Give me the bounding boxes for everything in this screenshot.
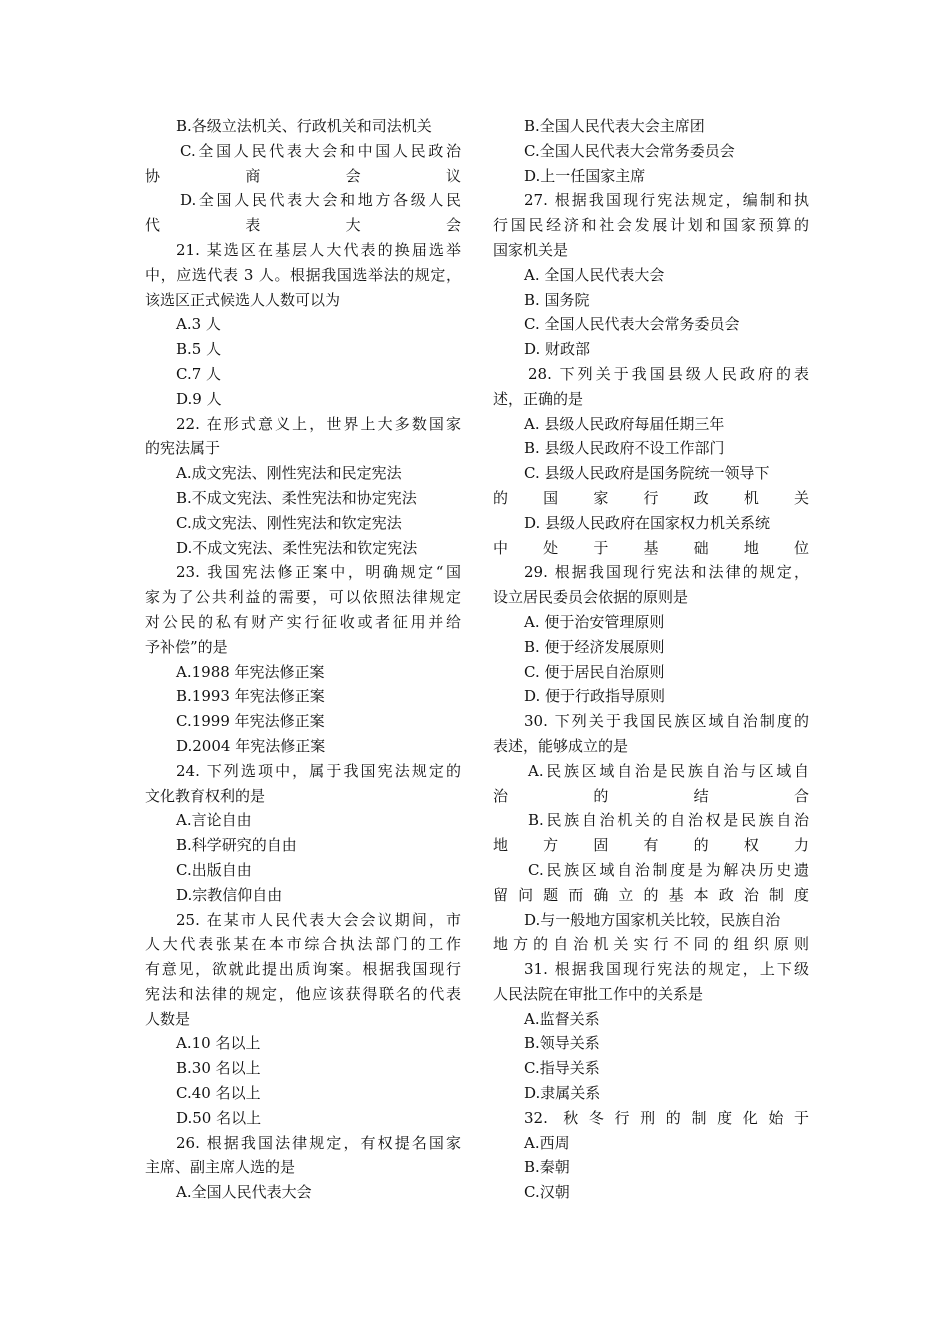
left-option-line: C.全国人民代表大会和中国人民政治 bbox=[180, 141, 461, 160]
left-option-line: B.30 名以上 bbox=[176, 1059, 261, 1078]
right-option-line: A.民族区域自治是民族自治与区域自 bbox=[528, 761, 809, 780]
right-line: 的国家行政机关 bbox=[493, 488, 809, 507]
left-line: 家为了公共利益的需要，可以依照法律规定 bbox=[145, 588, 461, 607]
left-option-line: C.出版自由 bbox=[176, 860, 252, 879]
right-line: 地方固有的权力 bbox=[493, 836, 809, 855]
right-line: 行国民经济和社会发展计划和国家预算的 bbox=[493, 216, 809, 235]
right-line: 地方的自治机关实行不同的组织原则 bbox=[493, 935, 809, 954]
left-option-line: A.全国人民代表大会 bbox=[176, 1183, 312, 1202]
right-option-line: A. 县级人民政府每届任期三年 bbox=[524, 414, 725, 433]
left-option-line: D.2004 年宪法修正案 bbox=[176, 736, 326, 755]
right-text-column bbox=[493, 114, 809, 1205]
right-option-line: D.与一般地方国家机关比较，民族自治 bbox=[524, 910, 781, 929]
right-option-line: C.指导关系 bbox=[524, 1059, 600, 1078]
right-line: 人民法院在审批工作中的关系是 bbox=[493, 984, 704, 1003]
left-option-line: C.7 人 bbox=[176, 364, 222, 383]
left-line: 文化教育权利的是 bbox=[145, 786, 266, 805]
left-option-line: C.1999 年宪法修正案 bbox=[176, 712, 325, 731]
right-option-line: B. 县级人民政府不设工作部门 bbox=[524, 439, 725, 458]
right-option-line: C.汉朝 bbox=[524, 1183, 570, 1202]
right-question-line: 32. 秋冬行刑的制度化始于 bbox=[524, 1108, 809, 1127]
right-option-line: C.民族区域自治制度是为解决历史遗 bbox=[528, 860, 809, 879]
left-line: 主席、副主席人选的是 bbox=[145, 1158, 296, 1177]
right-option-line: D. 便于行政指导原则 bbox=[524, 687, 666, 706]
right-question-line: 28. 下列关于我国县级人民政府的表 bbox=[528, 364, 809, 383]
right-question-line: 27. 根据我国现行宪法规定，编制和执 bbox=[524, 191, 809, 210]
left-line: 协商会议 bbox=[145, 166, 461, 185]
right-option-line: D.上一任国家主席 bbox=[524, 166, 646, 185]
right-option-line: D. 县级人民政府在国家权力机关系统 bbox=[524, 513, 771, 532]
right-option-line: B.秦朝 bbox=[524, 1158, 570, 1177]
right-option-line: B. 国务院 bbox=[524, 290, 590, 309]
left-option-line: B.科学研究的自由 bbox=[176, 836, 297, 855]
right-option-line: C. 便于居民自治原则 bbox=[524, 662, 665, 681]
left-option-line: D.50 名以上 bbox=[176, 1108, 262, 1127]
left-option-line: C.40 名以上 bbox=[176, 1084, 261, 1103]
right-line: 国家机关是 bbox=[493, 240, 569, 259]
right-question-line: 30. 下列关于我国民族区域自治制度的 bbox=[524, 712, 809, 731]
left-option-line: D.宗教信仰自由 bbox=[176, 885, 283, 904]
right-option-line: C.全国人民代表大会常务委员会 bbox=[524, 141, 735, 160]
right-option-line: D. 财政部 bbox=[524, 340, 591, 359]
left-line: 的宪法属于 bbox=[145, 439, 221, 458]
left-option-line: B.1993 年宪法修正案 bbox=[176, 687, 325, 706]
left-question-line: 25. 在某市人民代表大会会议期间，市 bbox=[176, 910, 461, 929]
right-option-line: B.全国人民代表大会主席团 bbox=[524, 117, 705, 135]
left-option-line: A.3 人 bbox=[176, 315, 221, 334]
right-option-line: D.隶属关系 bbox=[524, 1084, 601, 1103]
left-option-line: D.不成文宪法、柔性宪法和钦定宪法 bbox=[176, 538, 418, 557]
left-line: 该选区正式候选人人数可以为 bbox=[145, 290, 341, 309]
left-question-line: 26. 根据我国法律规定，有权提名国家 bbox=[176, 1133, 461, 1152]
left-line: 有意见，欲就此提出质询案。根据我国现行 bbox=[145, 960, 461, 979]
left-option-line: B.5 人 bbox=[176, 340, 222, 359]
left-line: 人大代表张某在本市综合执法部门的工作 bbox=[145, 935, 461, 954]
right-line: 述，正确的是 bbox=[493, 389, 584, 408]
left-option-line: A.1988 年宪法修正案 bbox=[176, 662, 325, 681]
right-line: 设立居民委员会依据的原则是 bbox=[493, 588, 689, 607]
left-question-line: 21. 某选区在基层人大代表的换届选举 bbox=[176, 240, 461, 259]
right-option-line: A.监督关系 bbox=[524, 1009, 600, 1028]
right-question-line: 31. 根据我国现行宪法的规定，上下级 bbox=[524, 960, 809, 979]
right-option-line: B.领导关系 bbox=[524, 1034, 600, 1053]
left-option-line: D.9 人 bbox=[176, 389, 222, 408]
left-option-line: A.成文宪法、刚性宪法和民定宪法 bbox=[176, 464, 402, 483]
right-option-line: A. 全国人民代表大会 bbox=[524, 265, 665, 284]
left-option-line: A.言论自由 bbox=[176, 811, 252, 830]
right-question-line: 29. 根据我国现行宪法和法律的规定， bbox=[524, 563, 809, 582]
right-option-line: C. 全国人民代表大会常务委员会 bbox=[524, 315, 740, 334]
left-line: 代表大会 bbox=[145, 216, 461, 235]
left-option-line: B.各级立法机关、行政机关和司法机关 bbox=[176, 117, 432, 135]
left-line: 宪法和法律的规定，他应该获得联名的代表 bbox=[145, 984, 461, 1003]
left-question-line: 22. 在形式意义上，世界上大多数国家 bbox=[176, 414, 461, 433]
left-question-line: 24. 下列选项中，属于我国宪法规定的 bbox=[176, 761, 461, 780]
right-option-line: B. 便于经济发展原则 bbox=[524, 637, 665, 656]
right-line: 治的结合 bbox=[493, 786, 809, 805]
left-line: 对公民的私有财产实行征收或者征用并给 bbox=[145, 612, 461, 631]
left-line: 予补偿”的是 bbox=[145, 637, 228, 656]
left-option-line: B.不成文宪法、柔性宪法和协定宪法 bbox=[176, 488, 417, 507]
left-line: 人数是 bbox=[145, 1009, 191, 1028]
right-option-line: C. 县级人民政府是国务院统一领导下 bbox=[524, 464, 770, 483]
right-option-line: B.民族自治机关的自治权是民族自治 bbox=[528, 811, 809, 830]
left-option-line: D.全国人民代表大会和地方各级人民 bbox=[180, 191, 461, 210]
left-option-line: A.10 名以上 bbox=[176, 1034, 261, 1053]
left-text-column bbox=[145, 114, 461, 1205]
right-line: 中处于基础地位 bbox=[493, 538, 809, 557]
right-line: 表述，能够成立的是 bbox=[493, 736, 629, 755]
right-option-line: A.西周 bbox=[524, 1133, 570, 1152]
left-line: 中，应选代表 3 人。根据我国选举法的规定， bbox=[145, 265, 461, 284]
left-option-line: C.成文宪法、刚性宪法和钦定宪法 bbox=[176, 513, 402, 532]
right-option-line: A. 便于治安管理原则 bbox=[524, 612, 665, 631]
right-line: 留问题而确立的基本政治制度 bbox=[493, 885, 809, 904]
left-question-line: 23. 我国宪法修正案中，明确规定“国 bbox=[176, 563, 461, 582]
